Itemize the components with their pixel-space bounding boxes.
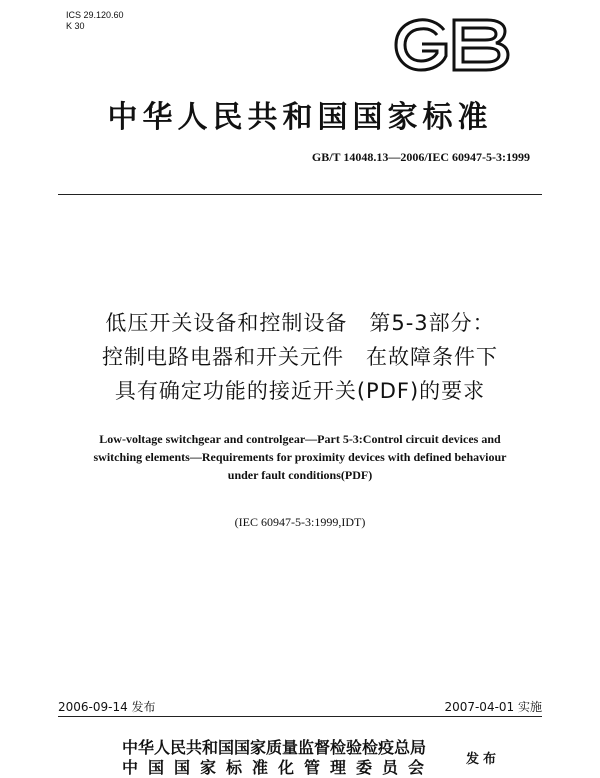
issuer-line: 中华人民共和国国家质量监督检验检疫总局 (122, 738, 427, 757)
ccs-code: K 30 (66, 21, 85, 31)
issuing-authorities (122, 738, 434, 778)
english-title-line: Low-voltage switchgear and controlgear—Part 5-3:Control circuit devices and (99, 432, 501, 446)
chinese-title-line: 具有确定功能的接近开关(PDF)的要求 (114, 379, 486, 403)
bottom-divider (58, 716, 542, 717)
identity-note: (IEC 60947-5-3:1999,IDT) (234, 515, 366, 529)
issue-date: 2006-09-14 发布 (58, 700, 156, 714)
gb-logo-icon (392, 16, 512, 74)
ics-code: ICS 29.120.60 (66, 10, 124, 20)
implementation-date: 2007-04-01 实施 (444, 700, 542, 714)
english-title-line: switching elements—Requirements for proximity devices with defined behaviour (93, 450, 507, 464)
chinese-title (0, 306, 600, 408)
standard-title: 中华人民共和国国家标准 (107, 100, 493, 135)
issuer-line: 中国国家标准化管理委员会 (122, 758, 435, 777)
english-title-line: under fault conditions(PDF) (227, 468, 373, 482)
classification-codes (66, 10, 124, 32)
chinese-title-line: 低压开关设备和控制设备 第5-3部分： (105, 311, 495, 335)
chinese-title-line: 控制电路电器和开关元件 在故障条件下 (102, 345, 498, 369)
top-divider (58, 194, 542, 195)
standard-number: GB/T 14048.13—2006/IEC 60947-5-3:1999 (311, 150, 530, 164)
english-title (40, 430, 560, 484)
publish-label: 发布 (466, 752, 501, 767)
